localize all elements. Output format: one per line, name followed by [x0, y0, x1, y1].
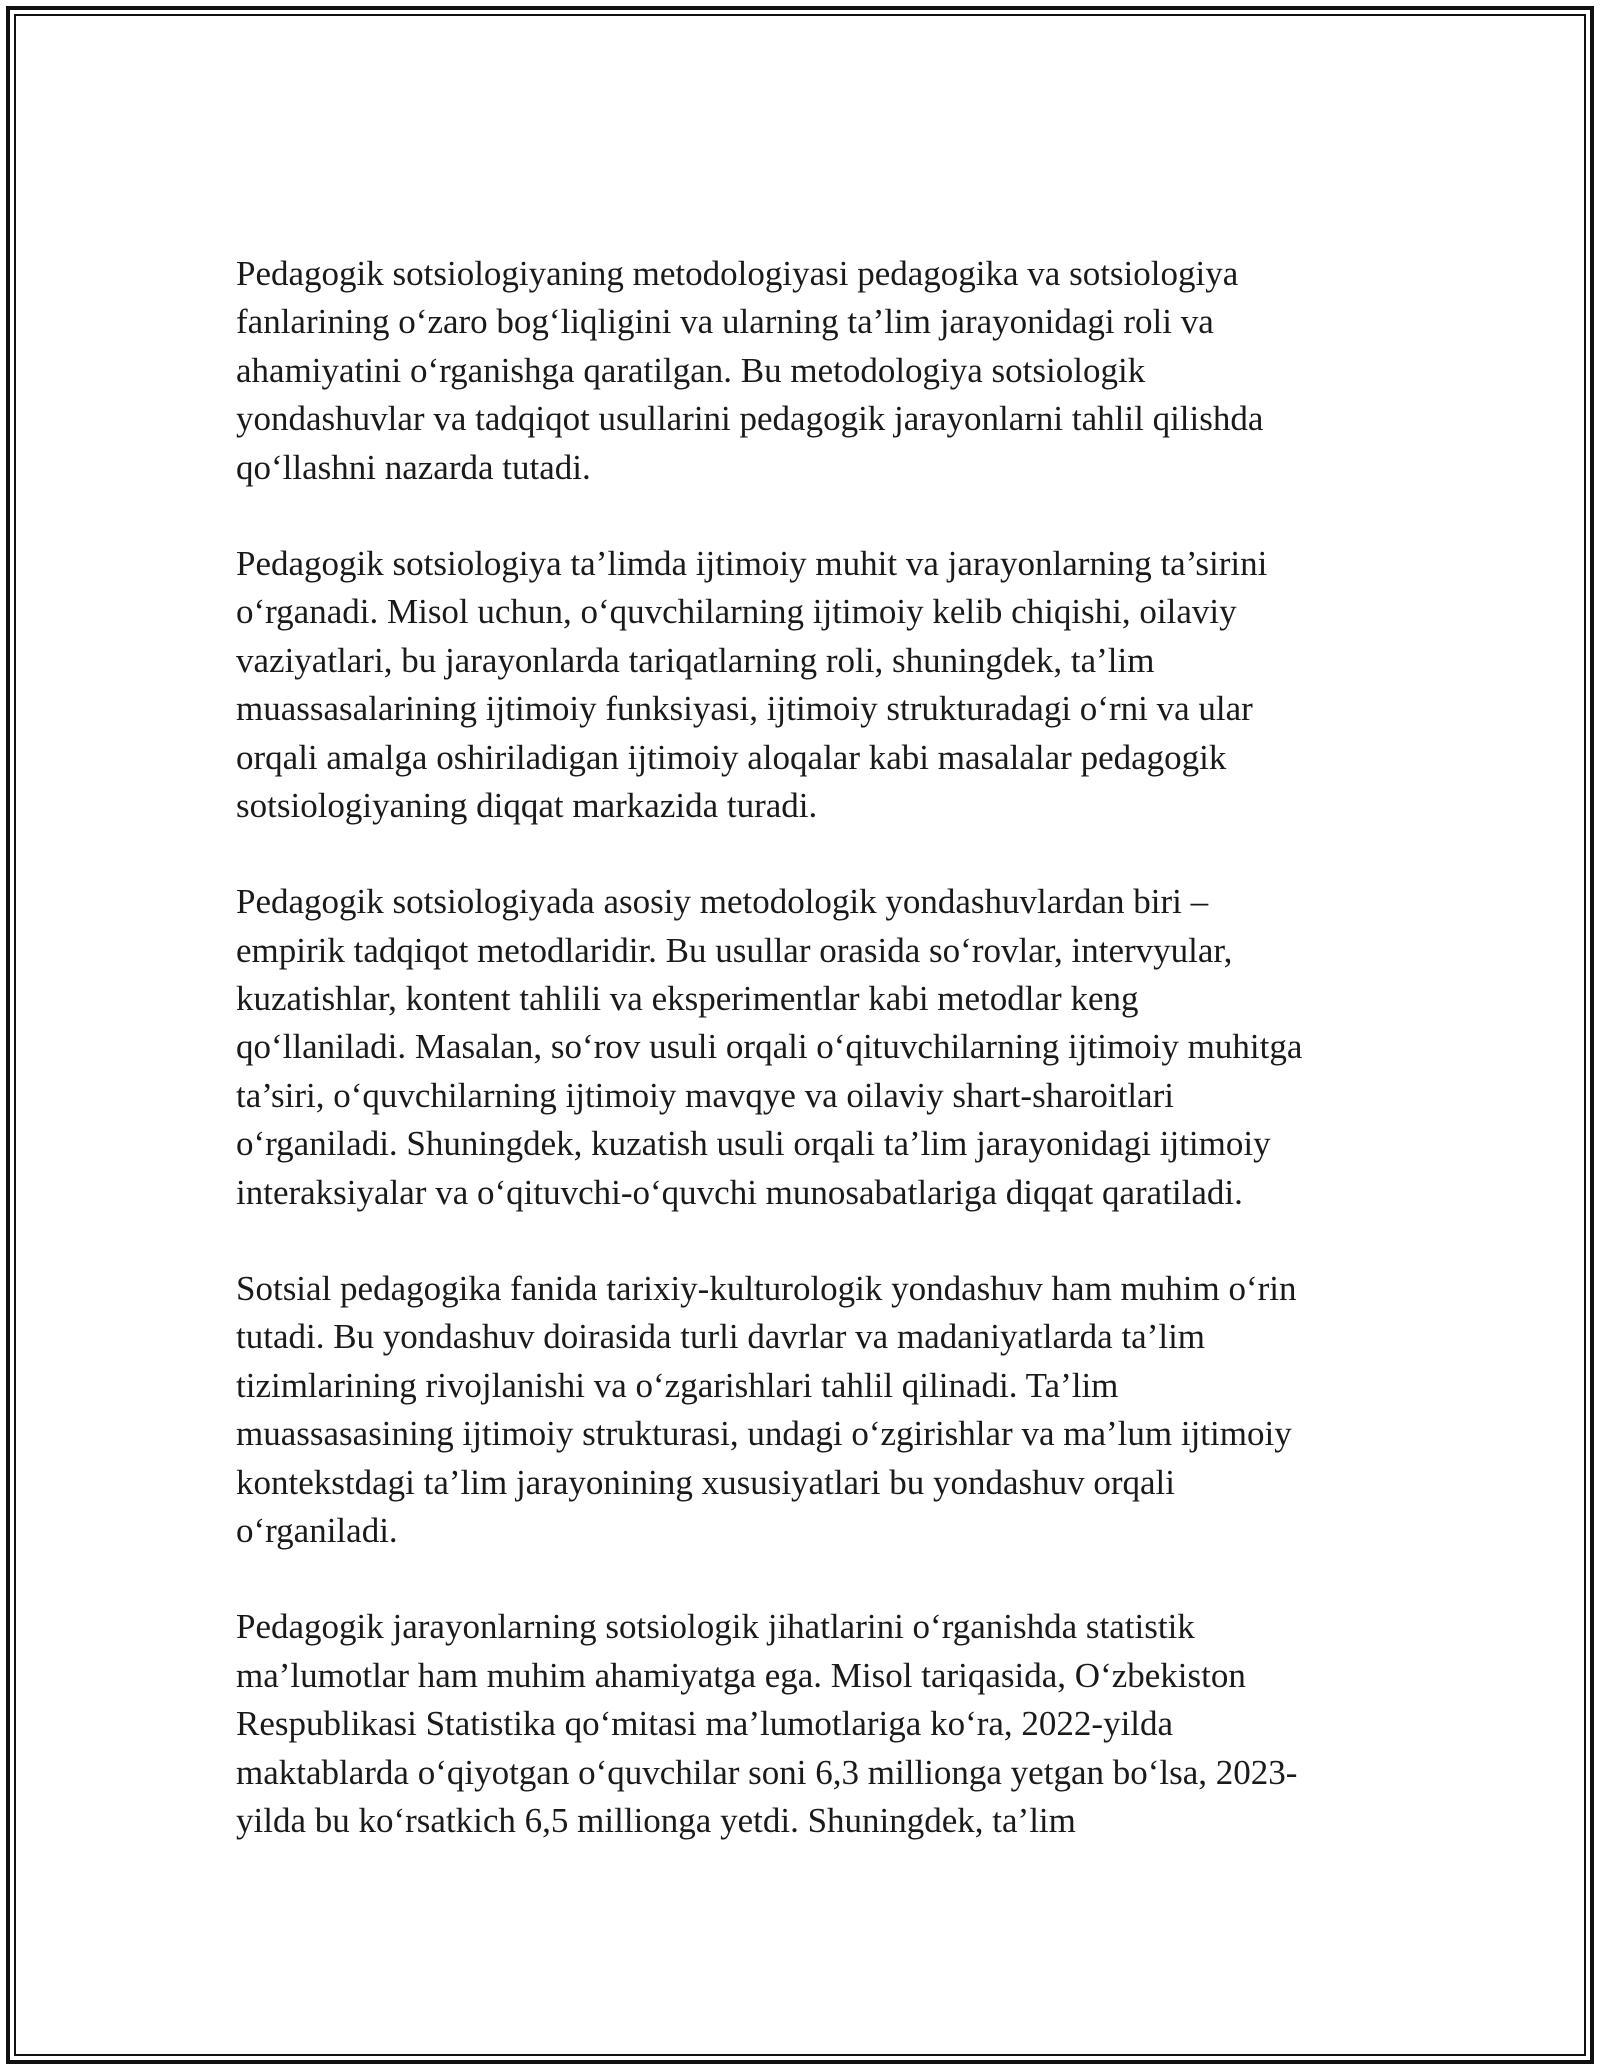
text-line: muassasalarining ijtimoiy funksiyasi, ijtimoiy strukturadagi o‘rni va ular	[236, 689, 1253, 729]
text-line: Pedagogik sotsiologiyaning metodologiyasi pedagogika va sotsiologiya	[236, 254, 1239, 293]
text-line: yondashuvlar va tadqiqot usullarini pedagogik jarayonlarni tahlil qilishda	[236, 399, 1264, 439]
paragraph	[236, 250, 1364, 492]
paragraph	[236, 540, 1364, 830]
text-line: Pedagogik sotsiologiyada asosiy metodologik yondashuvlardan biri –	[236, 882, 1209, 922]
text-line: Sotsial pedagogika fanida tarixiy-kulturologik yondashuv ham muhim o‘rin	[236, 1269, 1297, 1309]
text-line: o‘rganadi. Misol uchun, o‘quvchilarning ijtimoiy kelib chiqishi, oilaviy	[236, 592, 1237, 632]
text-line: Pedagogik sotsiologiya ta’limda ijtimoiy muhit va jarayonlarning ta’sirini	[236, 543, 1268, 583]
text-line: kontekstdagi ta’lim jarayonining xususiyatlari bu yondashuv orqali	[236, 1462, 1176, 1502]
text-line: ma’lumotlar ham muhim ahamiyatga ega. Misol tariqasida, O‘zbekiston	[236, 1655, 1246, 1695]
text-line: qo‘llashni nazarda tutadi.	[236, 447, 591, 487]
text-line: sotsiologiyaning diqqat markazida turadi.	[236, 785, 818, 825]
text-line: ahamiyatini o‘rganishga qaratilgan. Bu metodologiya sotsiologik	[236, 350, 1146, 390]
text-line: empirik tadqiqot metodlaridir. Bu usullar orasida so‘rovlar, intervyular,	[236, 930, 1233, 970]
text-line: o‘rganiladi. Shuningdek, kuzatish usuli orqali ta’lim jarayonidagi ijtimoiy	[236, 1124, 1271, 1164]
paragraph	[236, 1265, 1364, 1555]
text-line: interaksiyalar va o‘qituvchi-o‘quvchi munosabatlariga diqqat qaratiladi.	[236, 1172, 1243, 1212]
paragraph	[236, 878, 1364, 1217]
text-line: ta’siri, o‘quvchilarning ijtimoiy mavqye va oilaviy shart-sharoitlari	[236, 1075, 1174, 1115]
text-line: muassasasining ijtimoiy strukturasi, undagi o‘zgirishlar va ma’lum ijtimoiy	[236, 1414, 1292, 1454]
text-line: vaziyatlari, bu jarayonlarda tariqatlarning roli, shuningdek, ta’lim	[236, 640, 1155, 680]
text-line: Respublikasi Statistika qo‘mitasi ma’lumotlariga ko‘ra, 2022-yilda	[236, 1704, 1174, 1744]
text-line: kuzatishlar, kontent tahlili va eksperimentlar kabi metodlar keng	[236, 979, 1139, 1019]
paragraph	[236, 1603, 1364, 1845]
text-line: fanlarining o‘zaro bog‘liqligini va ularning ta’lim jarayonidagi roli va	[236, 302, 1214, 342]
text-line: orqali amalga oshiriladigan ijtimoiy aloqalar kabi masalalar pedagogik	[236, 737, 1227, 777]
text-line: o‘rganiladi.	[236, 1510, 398, 1550]
text-line: Pedagogik jarayonlarning sotsiologik jihatlarini o‘rganishda statistik	[236, 1607, 1195, 1647]
text-line: qo‘llaniladi. Masalan, so‘rov usuli orqali o‘qituvchilarning ijtimoiy muhitga	[236, 1027, 1303, 1067]
text-line: tutadi. Bu yondashuv doirasida turli davrlar va madaniyatlarda ta’lim	[236, 1317, 1206, 1357]
text-line: yilda bu ko‘rsatkich 6,5 millionga yetdi. Shuningdek, ta’lim	[236, 1800, 1076, 1840]
document-body	[236, 250, 1364, 1893]
text-line: tizimlarining rivojlanishi va o‘zgarishlari tahlil qilinadi. Ta’lim	[236, 1365, 1119, 1405]
text-line: maktablarda o‘qiyotgan o‘quvchilar soni 6,3 millionga yetgan bo‘lsa, 2023-	[236, 1752, 1298, 1792]
